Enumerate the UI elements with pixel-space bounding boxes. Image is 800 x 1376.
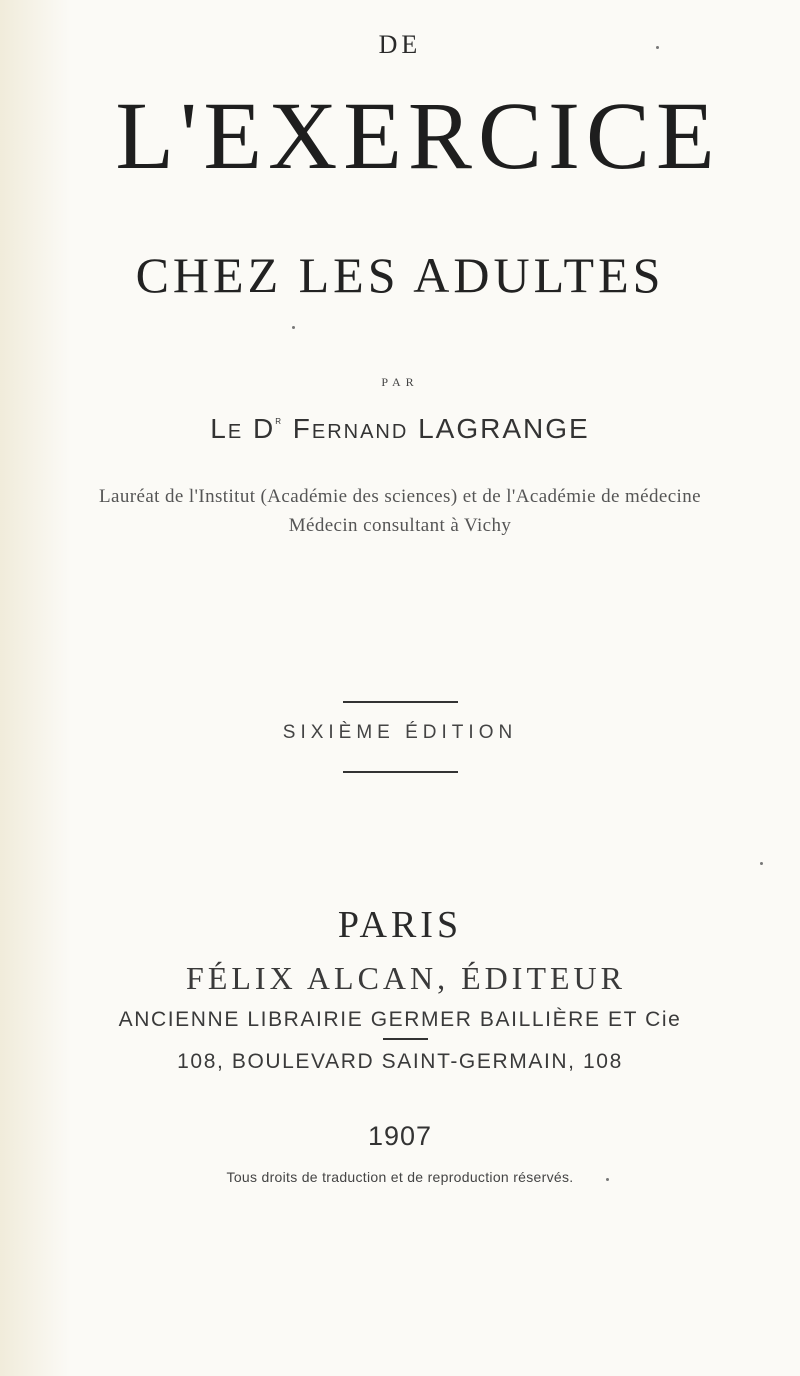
- paper-speck: [656, 46, 659, 49]
- publisher: FÉLIX ALCAN, ÉDITEUR: [186, 960, 626, 996]
- author-prefix: Le D: [210, 413, 276, 444]
- de-label: DE: [378, 30, 422, 59]
- subtitle: CHEZ LES ADULTES: [135, 247, 665, 303]
- city: PARIS: [337, 904, 463, 946]
- paper-speck: [292, 326, 295, 329]
- paper-speck: [606, 1178, 609, 1181]
- paper-speck: [760, 862, 763, 865]
- publication-year: 1907: [367, 1121, 433, 1151]
- divider-bottom: [343, 771, 458, 773]
- author-credentials: Lauréat de l'Institut (Académie des sciences) et de l'Académie de médecine: [99, 486, 701, 507]
- edition-label: SIXIÈME ÉDITION: [282, 722, 518, 743]
- former-bookshop: ANCIENNE LIBRAIRIE GERMER BAILLIÈRE ET Cie: [118, 1008, 682, 1031]
- author-line: [0, 413, 800, 445]
- divider-top: [343, 701, 458, 703]
- par-label: PAR: [381, 375, 419, 389]
- author-suffix: r: [275, 413, 283, 427]
- main-title: L'EXERCICE: [115, 82, 721, 189]
- author-position: Médecin consultant à Vichy: [288, 515, 512, 536]
- divider-year: [383, 1038, 428, 1040]
- author-name: Fernand LAGRANGE: [292, 413, 590, 444]
- publisher-address: 108, BOULEVARD SAINT-GERMAIN, 108: [177, 1050, 623, 1073]
- rights-notice: Tous droits de traduction et de reproduction réservés.: [226, 1169, 574, 1185]
